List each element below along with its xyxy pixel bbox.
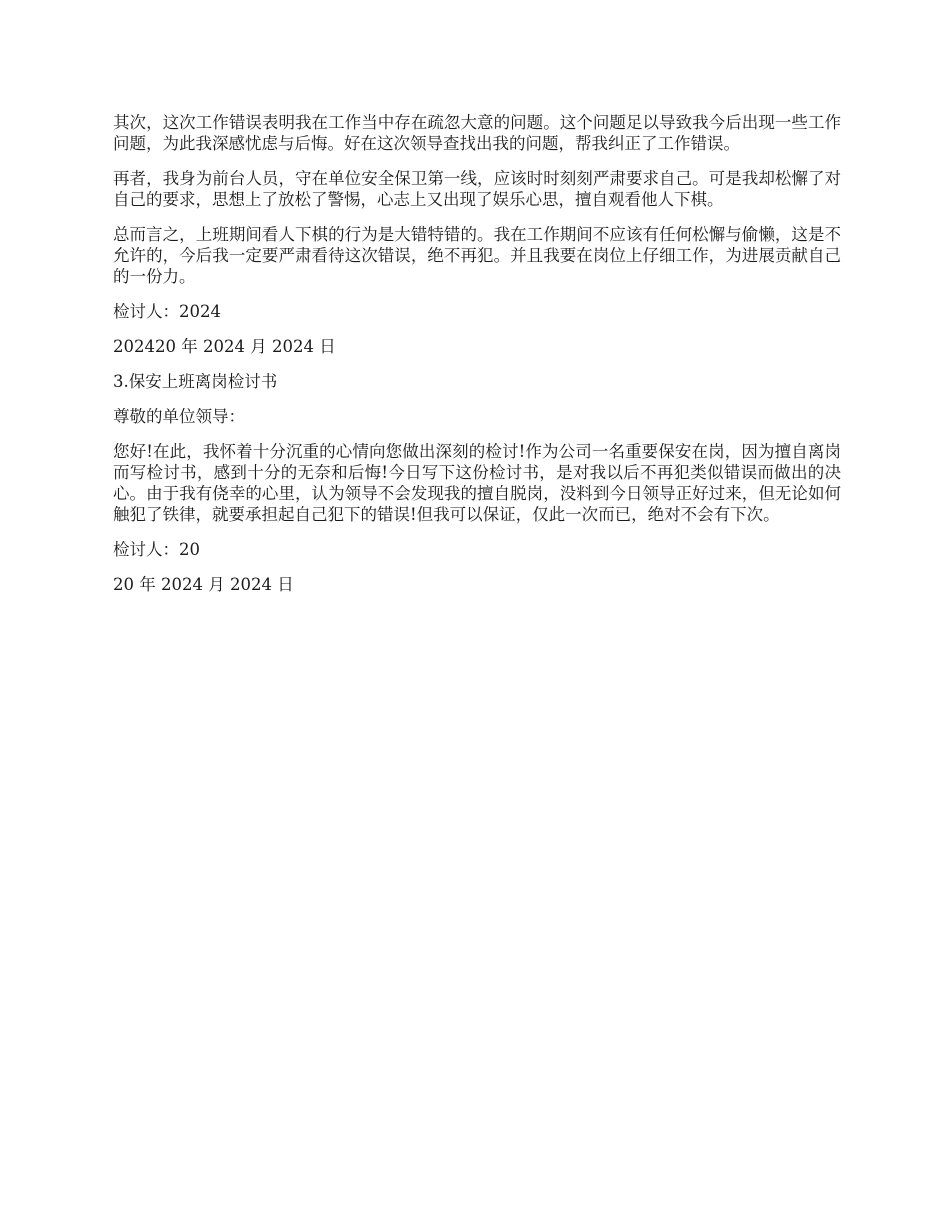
salutation: 尊敬的单位领导： (113, 407, 245, 426)
paragraph-furthermore: 再者，我身为前台人员，守在单位安全保卫第一线，应该时时刻刻严肃要求自己。可是我却松懈了对自己的要求，思想上了放松了警惕，心志上又出现了娱乐心思，擅自观看他人下棋。 (113, 169, 841, 209)
paragraph-apology: 您好!在此，我怀着十分沉重的心情向您做出深刻的检讨!作为公司一名重要保安在岗，因为擅自离岗而写检讨书，感到十分的无奈和后悔!今日写下这份检讨书，是对我以后不再犯类似错误而做出的决心。由于我有侥幸的心里，认为领导不会发现我的擅自脱岗，没料到今日领导正好过来，但无论如何触犯了铁律，就要承担起自己犯下的错误!但我可以保证，仅此一次而已，绝对不会有下次。 (113, 442, 841, 524)
section-heading: 3.保安上班离岗检讨书 (113, 372, 278, 391)
date-line-1: 202420 年 2024 月 2024 日 (113, 337, 336, 356)
paragraph-secondly: 其次，这次工作错误表明我在工作当中存在疏忽大意的问题。这个问题足以导致我今后出现一些工作问题，为此我深感忧虑与后悔。好在这次领导查找出我的问题，帮我纠正了工作错误。 (113, 113, 841, 153)
date-line-2: 20 年 2024 月 2024 日 (113, 575, 294, 594)
signature-line-1: 检讨人：2024 (113, 302, 221, 321)
signature-line-2: 检讨人：20 (113, 540, 200, 559)
document-page (113, 112, 841, 609)
paragraph-in-conclusion: 总而言之，上班期间看人下棋的行为是大错特错的。我在工作期间不应该有任何松懈与偷懒，这是不允许的，今后我一定要严肃看待这次错误，绝不再犯。并且我要在岗位上仔细工作，为进展贡献自己的一份力。 (113, 225, 841, 286)
